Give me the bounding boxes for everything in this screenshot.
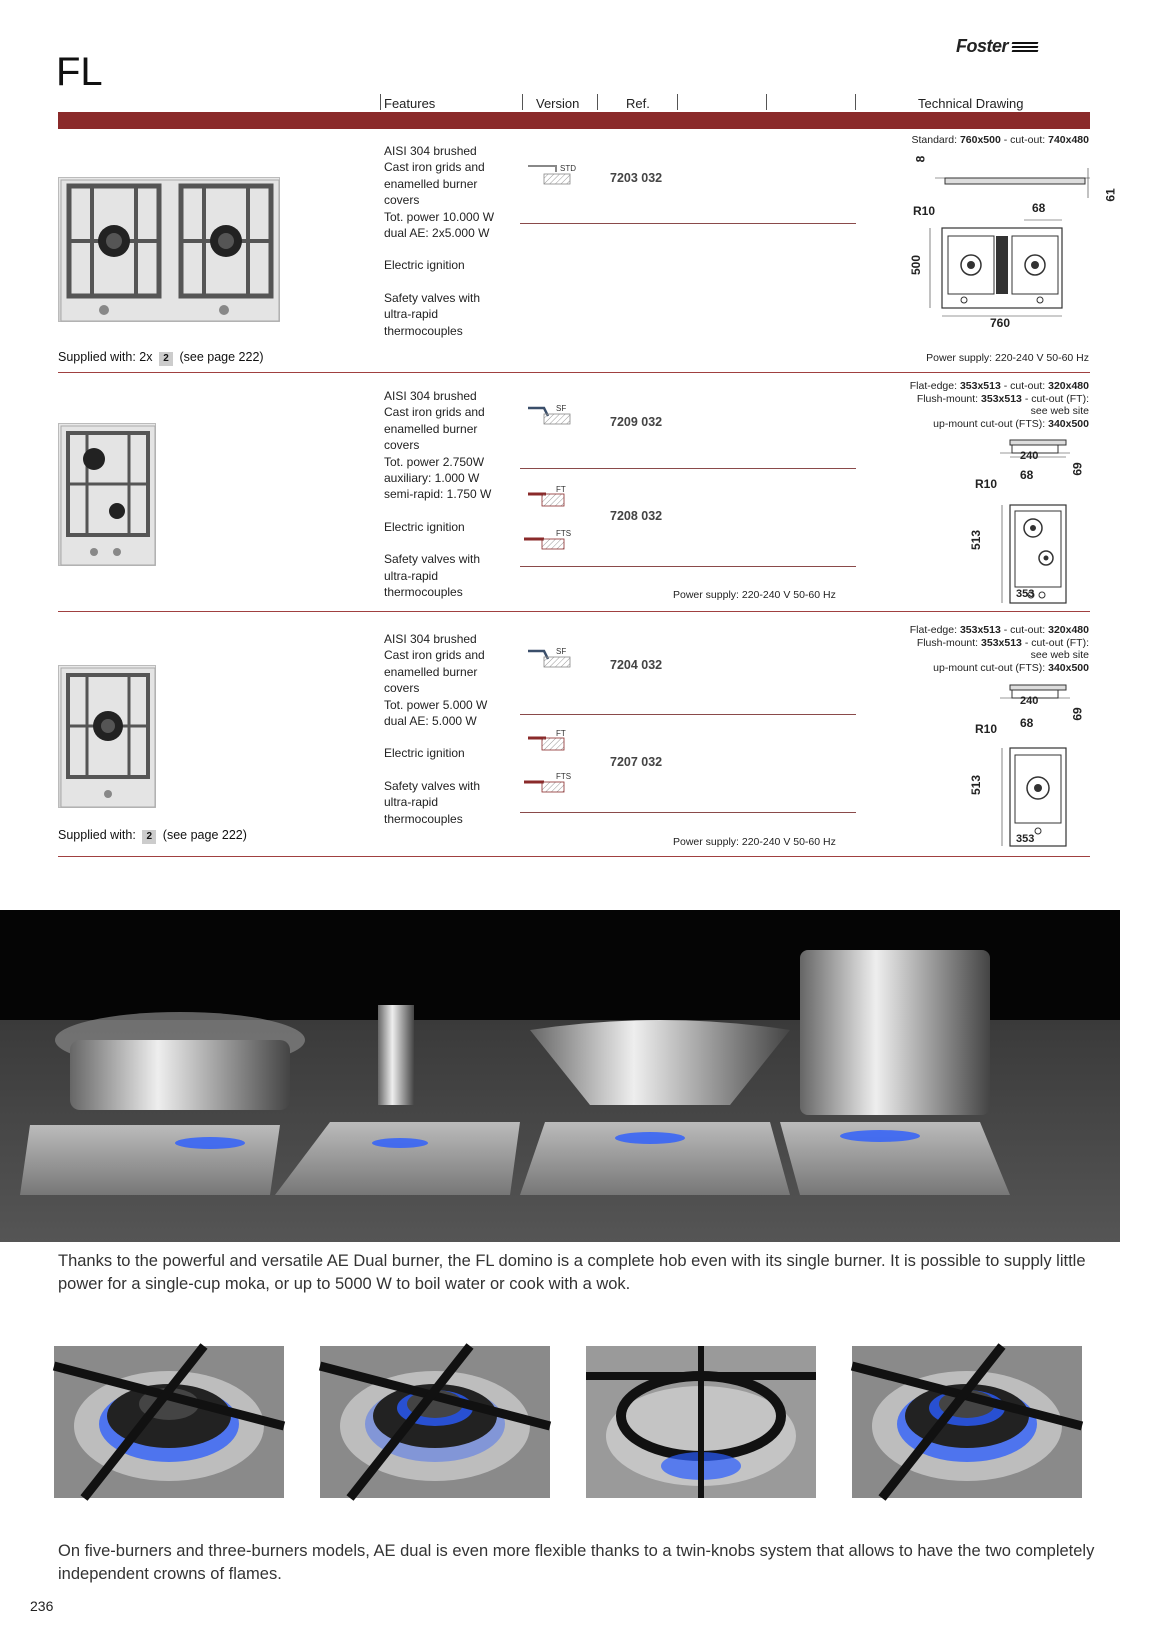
row-divider [58, 611, 1090, 612]
dim-height-500: 500 [909, 254, 924, 276]
svg-text:STD: STD [560, 164, 576, 173]
dim-height: 513 [969, 774, 984, 796]
power-supply: Power supply: 220-240 V 50-60 Hz [673, 589, 836, 601]
header-features: Features [384, 96, 436, 111]
header-separator [522, 94, 523, 110]
burner-photo [852, 1346, 1082, 1498]
body-text-1: Thanks to the powerful and versatile AE Dual burner, the FL domino is a complete hob even with its single burner. It is possible to supply little power for a single-cup moka, or up to 5000 W to boil water or cook with a wok. [58, 1252, 1086, 1293]
spec-lines: Flat-edge: 353x513 - cut-out: 320x480 Flush-mount: 353x513 - cut-out (FT): see web site up-mount cut-out (FTS): 340x500 [909, 380, 1089, 430]
ref-code: 7204 032 [610, 658, 663, 672]
dim-height: 513 [969, 529, 984, 551]
features-list: AISI 304 brushed Cast iron grids and enamelled burner covers Tot. power 2.750W auxiliary: 1.000 W semi-rapid: 1.750 W Electric ignition Safety valves with ultra-rapid thermocouples [384, 389, 492, 600]
product-image-7203 [58, 177, 280, 322]
dim-height: 8 [913, 155, 928, 163]
dim-depth: 68 [1020, 468, 1034, 482]
page-number: 236 [30, 1598, 54, 1614]
header-bar [58, 112, 1090, 129]
power-supply: Power supply: 220-240 V 50-60 Hz [673, 836, 836, 848]
dim-radius: R10 [913, 204, 936, 218]
dim-side: 69 [1070, 707, 1085, 721]
ref-code: 7209 032 [610, 415, 663, 429]
header-version: Version [536, 96, 580, 111]
header-technical-drawing: Technical Drawing [918, 96, 1024, 111]
dim-width: 353 [1016, 833, 1035, 845]
power-supply: Power supply: 220-240 V 50-60 Hz [926, 352, 1089, 364]
features-list: AISI 304 brushed Cast iron grids and enamelled burner covers Tot. power 10.000 W dual AE: 2x5.000 W Electric ignition Safety valves with ultra-rapid thermocouples [384, 144, 495, 338]
header-separator [855, 94, 856, 110]
version-ft-icon [526, 728, 572, 752]
supplied-with: Supplied with: 2x 2 (see page 222) [58, 350, 264, 364]
dim-radius: R10 [975, 722, 998, 736]
body-text-2: On five-burners and three-burners models, AE dual is even more flexible thanks to a twin-knobs system that allows to have the two completely independent crowns of flames. [58, 1542, 1095, 1583]
version-std-icon [526, 162, 576, 186]
dim-side: 61 [1103, 188, 1118, 202]
hero-photo [0, 910, 1120, 1242]
divider [520, 468, 856, 469]
ref-code: 7203 032 [610, 171, 663, 185]
dim-width: 760 [990, 316, 1011, 330]
ref-code: 7208 032 [610, 509, 663, 523]
brand-logo [956, 36, 1038, 57]
header-ref: Ref. [626, 96, 650, 111]
divider [520, 714, 856, 715]
product-image-7209 [58, 423, 156, 566]
page-title: FL [56, 50, 103, 94]
brand-name: Foster [955, 36, 1008, 56]
header-separator [380, 94, 381, 110]
burner-photo [586, 1346, 816, 1498]
divider [520, 812, 856, 813]
dim-width: 353 [1016, 588, 1035, 600]
dim-top: 240 [1020, 695, 1039, 707]
svg-text:SF: SF [556, 647, 567, 656]
svg-text:SF: SF [556, 404, 567, 413]
header-separator [677, 94, 678, 110]
supplied-with: Supplied with: 2 (see page 222) [58, 828, 247, 842]
burner-photo [54, 1346, 284, 1498]
burner-photo [320, 1346, 550, 1498]
product-image-7204 [58, 665, 156, 808]
version-fts-icon [522, 527, 572, 551]
dim-side: 69 [1070, 462, 1085, 476]
spec-standard: Standard: 760x500 - cut-out: 740x480 [911, 134, 1089, 146]
version-fts-icon [522, 770, 572, 794]
svg-text:FT: FT [556, 729, 566, 738]
dim-depth: 68 [1032, 201, 1046, 215]
dim-top: 240 [1020, 450, 1039, 462]
brand-mark-icon [1012, 42, 1038, 52]
version-ft-icon [526, 484, 572, 508]
svg-text:FTS: FTS [556, 772, 572, 781]
dim-depth: 68 [1020, 716, 1034, 730]
header-separator [766, 94, 767, 110]
row-divider [58, 372, 1090, 373]
version-sf-icon [526, 402, 572, 426]
technical-drawing-7203 [900, 150, 1095, 330]
header-separator [597, 94, 598, 110]
svg-text:FTS: FTS [556, 529, 572, 538]
dim-radius: R10 [975, 477, 998, 491]
divider [520, 566, 856, 567]
svg-text:FT: FT [556, 485, 566, 494]
ref-code: 7207 032 [610, 755, 663, 769]
features-list: AISI 304 brushed Cast iron grids and enamelled burner covers Tot. power 5.000 W dual AE: 5.000 W Electric ignition Safety valves with ultra-rapid thermocouples [384, 632, 488, 826]
version-sf-icon [526, 645, 572, 669]
spec-lines: Flat-edge: 353x513 - cut-out: 320x480 Flush-mount: 353x513 - cut-out (FT): see web site up-mount cut-out (FTS): 340x500 [909, 624, 1089, 674]
divider [520, 223, 856, 224]
row-divider [58, 856, 1090, 857]
